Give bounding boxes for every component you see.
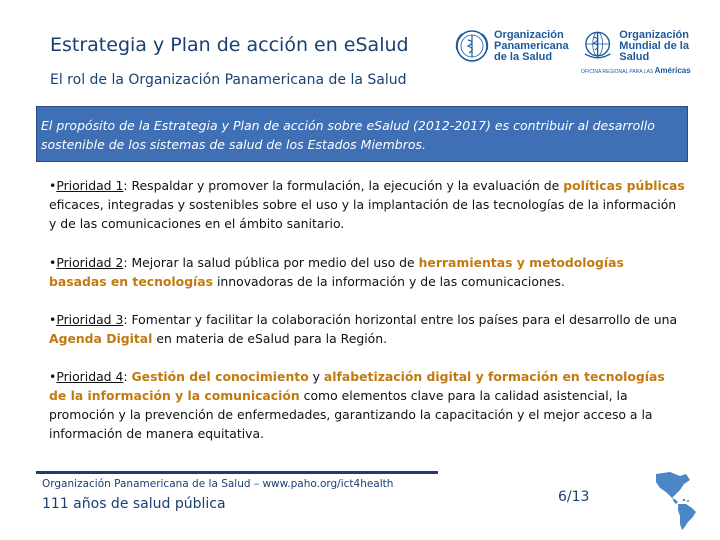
priority-highlight: alfabetización digital y formación en tecnologías de la información y la comunicación	[49, 369, 665, 403]
priority-text: : Mejorar la salud pública por medio del uso de	[123, 255, 419, 270]
priority-item	[49, 367, 685, 443]
who-logo-line1: Organización	[619, 28, 689, 41]
priority-label: Prioridad 2	[56, 255, 124, 270]
priority-text: eficaces, integradas y sostenibles sobre el uso y la implantación de las tecnologías de la información y de las comunicaciones en el ámbito sanitario.	[49, 197, 677, 231]
bullet: •	[49, 369, 57, 384]
priority-label: Prioridad 4	[56, 369, 124, 384]
paho-emblem-icon	[454, 28, 490, 64]
priority-item	[49, 310, 685, 348]
who-logo	[580, 28, 720, 64]
page-subtitle: El rol de la Organización Panamericana de la Salud	[50, 72, 407, 88]
who-region-small: OFICINA REGIONAL PARA LAS	[581, 69, 654, 75]
priority-text: innovadoras de la información y de las comunicaciones.	[213, 274, 565, 289]
bullet: •	[49, 255, 57, 270]
priority-highlight: Gestión del conocimiento	[131, 369, 309, 384]
priority-highlight: herramientas y metodologías basadas en tecnologías	[49, 255, 624, 289]
priority-text: y	[308, 369, 324, 384]
who-region-name: Américas	[654, 66, 691, 75]
who-logo-text	[619, 30, 720, 63]
paho-logo-line1: Organización	[494, 28, 564, 41]
priority-item	[49, 253, 685, 291]
priority-highlight: Agenda Digital	[49, 331, 153, 346]
priority-label: Prioridad 3	[56, 312, 124, 327]
priority-text: : Fomentar y facilitar la colaboración horizontal entre los países para el desarrollo de una	[123, 312, 678, 327]
who-region-text	[581, 66, 691, 75]
paho-logo-text	[494, 30, 569, 63]
paho-logo	[454, 28, 569, 64]
footer-divider	[36, 471, 438, 474]
paho-logo-line2: Panamericana	[494, 39, 569, 52]
priority-text: : Respaldar y promover la formulación, la ejecución y la evaluación de	[123, 178, 564, 193]
purpose-box: El propósito de la Estrategia y Plan de acción sobre eSalud (2012-2017) es contribuir al desarrollo sostenible de los sistemas de salud de los Estados Miembros.	[36, 106, 688, 162]
who-logo-line2: Mundial de la Salud	[619, 39, 689, 63]
who-emblem-icon	[580, 28, 615, 64]
bullet: •	[49, 312, 57, 327]
priority-text: en materia de eSalud para la Región.	[152, 331, 388, 346]
priority-highlight: políticas públicas	[563, 178, 685, 193]
priority-item	[49, 176, 685, 233]
bullet: •	[49, 178, 57, 193]
paho-logo-line3: de la Salud	[494, 50, 553, 63]
priority-label: Prioridad 1	[56, 178, 124, 193]
footer-org: Organización Panamericana de la Salud – www.paho.org/ict4health	[42, 478, 394, 490]
americas-map-icon	[650, 470, 708, 532]
page-title: Estrategia y Plan de acción en eSalud	[50, 34, 409, 56]
footer-tagline: 111 años de salud pública	[42, 496, 226, 512]
page-number: 6/13	[558, 489, 590, 505]
priority-text: como elementos clave para la calidad asistencial, la promoción y la prevención de enfermedades, garantizando la capacitación y el mejor acceso a la información de manera equitativa.	[49, 388, 653, 441]
priority-text: :	[123, 369, 132, 384]
